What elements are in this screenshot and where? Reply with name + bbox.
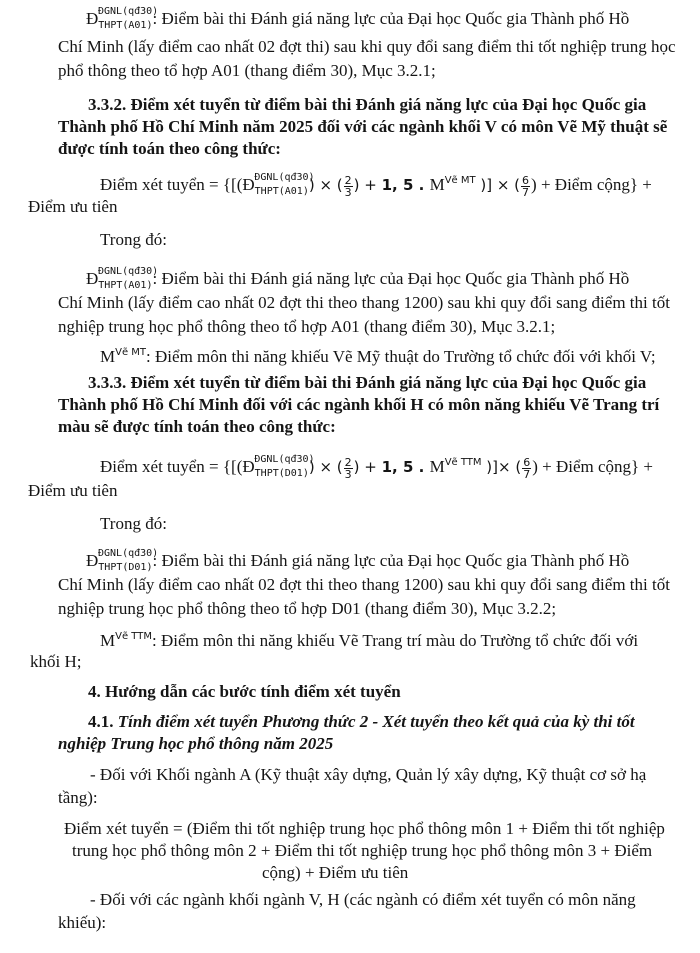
- section-heading-3-3-2: 3.3.2. Điểm xét tuyển từ điểm bài thi Đánh giá năng lực của Đại học Quốc gia: [88, 95, 647, 114]
- section-heading-line: Thành phố Hồ Chí Minh năm 2025 đối với các ngành khối V có môn Vẽ Mỹ thuật sẽ: [58, 117, 668, 136]
- text-line: Chí Minh (lấy điểm cao nhất 02 đợt thi theo thang 1200) sau khi quy đổi sang điểm thi tốt: [58, 293, 670, 312]
- section-heading-line: Thành phố Hồ Chí Minh đối với các ngành khối H có môn năng khiếu Vẽ Trang trí: [58, 395, 660, 414]
- score-symbol: Đ ĐGNL(qđ30) $_{THPT(D01)}$: [242, 454, 315, 479]
- fraction: $\frac{6}{7}$: [522, 173, 530, 199]
- formula-line: cộng) + Điểm ưu tiên: [262, 863, 409, 882]
- definition-line: $M^{Vẽ TTM}$: Điểm môn thi năng khiếu Vẽ Trang trí màu do Trường tổ chức đối với: [100, 631, 639, 650]
- fraction: $\frac{2}{3}$: [344, 173, 352, 199]
- formula-line: trung học phổ thông môn 2 + Điểm thi tốt nghiệp trung học phổ thông môn 3 + Điểm: [72, 841, 653, 860]
- section-heading-line: nghiệp Trung học phổ thông năm 2025: [58, 734, 334, 753]
- text-line: nghiệp trung học phổ thông theo tổ hợp D01 (thang điểm 30), Mục 3.2.2;: [58, 599, 557, 618]
- section-heading-4: 4. Hướng dẫn các bước tính điểm xét tuyển: [88, 682, 401, 701]
- formula-khoi-v: Điểm xét tuyển = {[(Đ ĐGNL(qđ30) $_{THPT(A01)}$) × ( $\frac{2}{3}$ ) + 1, 5 . $M^{Vẽ MT}$ )] × ( $\frac{6}{7}$ ) + Điểm cộng} +: [100, 170, 652, 203]
- score-symbol: Đ ĐGNL(qđ30) $_{THPT(A01)}$: [86, 6, 159, 31]
- fraction: $\frac{2}{3}$: [344, 455, 352, 481]
- definition-line: Đ ĐGNL(qđ30) $_{THPT(A01)}$: Điểm bài thi Đánh giá năng lực của Đại học Quốc gia Thành phố Hồ: [86, 8, 629, 37]
- text-line: Chí Minh (lấy điểm cao nhất 02 đợt thi theo thang 1200) sau khi quy đổi sang điểm thi tốt: [58, 575, 670, 594]
- text-line: khối H;: [30, 652, 82, 671]
- definition-line: Đ ĐGNL(qđ30) $_{THPT(D01)}$: Điểm bài thi Đánh giá năng lực của Đại học Quốc gia Thành phố Hồ: [86, 550, 629, 579]
- score-symbol: Đ ĐGNL(qđ30) $_{THPT(A01)}$: [86, 266, 159, 291]
- score-symbol: Đ ĐGNL(qđ30) $_{THPT(A01)}$: [242, 172, 315, 197]
- text-line: phổ thông theo tổ hợp A01 (thang điểm 30), Mục 3.2.1;: [58, 61, 436, 80]
- text-line: tầng):: [58, 788, 98, 807]
- text-line: khiếu):: [58, 913, 107, 932]
- formula-line: Điểm ưu tiên: [28, 197, 118, 216]
- section-heading-line: màu sẽ được tính toán theo công thức:: [58, 417, 336, 436]
- fraction: $\frac{6}{7}$: [523, 455, 531, 481]
- text-line: nghiệp trung học phổ thông theo tổ hợp A01 (thang điểm 30), Mục 3.2.1;: [58, 317, 556, 336]
- formula-line: Điểm ưu tiên: [28, 481, 118, 500]
- score-symbol: Đ ĐGNL(qđ30) $_{THPT(D01)}$: [86, 548, 159, 573]
- formula-khoi-a: Điểm xét tuyển = (Điểm thi tốt nghiệp trung học phổ thông môn 1 + Điểm thi tốt nghiệp: [64, 819, 665, 838]
- text-line: - Đối với Khối ngành A (Kỹ thuật xây dựng, Quản lý xây dựng, Kỹ thuật cơ sở hạ: [90, 765, 647, 784]
- text-line: Chí Minh (lấy điểm cao nhất 02 đợt thi) sau khi quy đổi sang điểm thi tốt nghiệp trung học: [58, 37, 676, 56]
- text-line: - Đối với các ngành khối ngành V, H (các ngành có điểm xét tuyển có môn năng: [90, 890, 636, 909]
- section-heading-4-1: 4.1. Tính điểm xét tuyển Phương thức 2 - Xét tuyển theo kết quả của kỳ thi tốt: [88, 712, 635, 731]
- formula-khoi-h: Điểm xét tuyển = {[(Đ ĐGNL(qđ30) $_{THPT(D01)}$) × ( $\frac{2}{3}$ ) + 1, 5 . $M^{Vẽ TTM}$ )]× ( $\frac{6}{7}$ ) + Điểm cộng} +: [100, 452, 653, 485]
- definition-line: $M^{Vẽ MT}$: Điểm môn thi năng khiếu Vẽ Mỹ thuật do Trường tổ chức đối với khối V;: [100, 347, 656, 366]
- definition-line: Đ ĐGNL(qđ30) $_{THPT(A01)}$: Điểm bài thi Đánh giá năng lực của Đại học Quốc gia Thành phố Hồ: [86, 268, 629, 297]
- section-heading-3-3-3: 3.3.3. Điểm xét tuyển từ điểm bài thi Đánh giá năng lực của Đại học Quốc gia: [88, 373, 647, 392]
- section-heading-line: được tính toán theo công thức:: [58, 139, 281, 158]
- text-line: Trong đó:: [100, 514, 167, 533]
- text-line: Trong đó:: [100, 230, 167, 249]
